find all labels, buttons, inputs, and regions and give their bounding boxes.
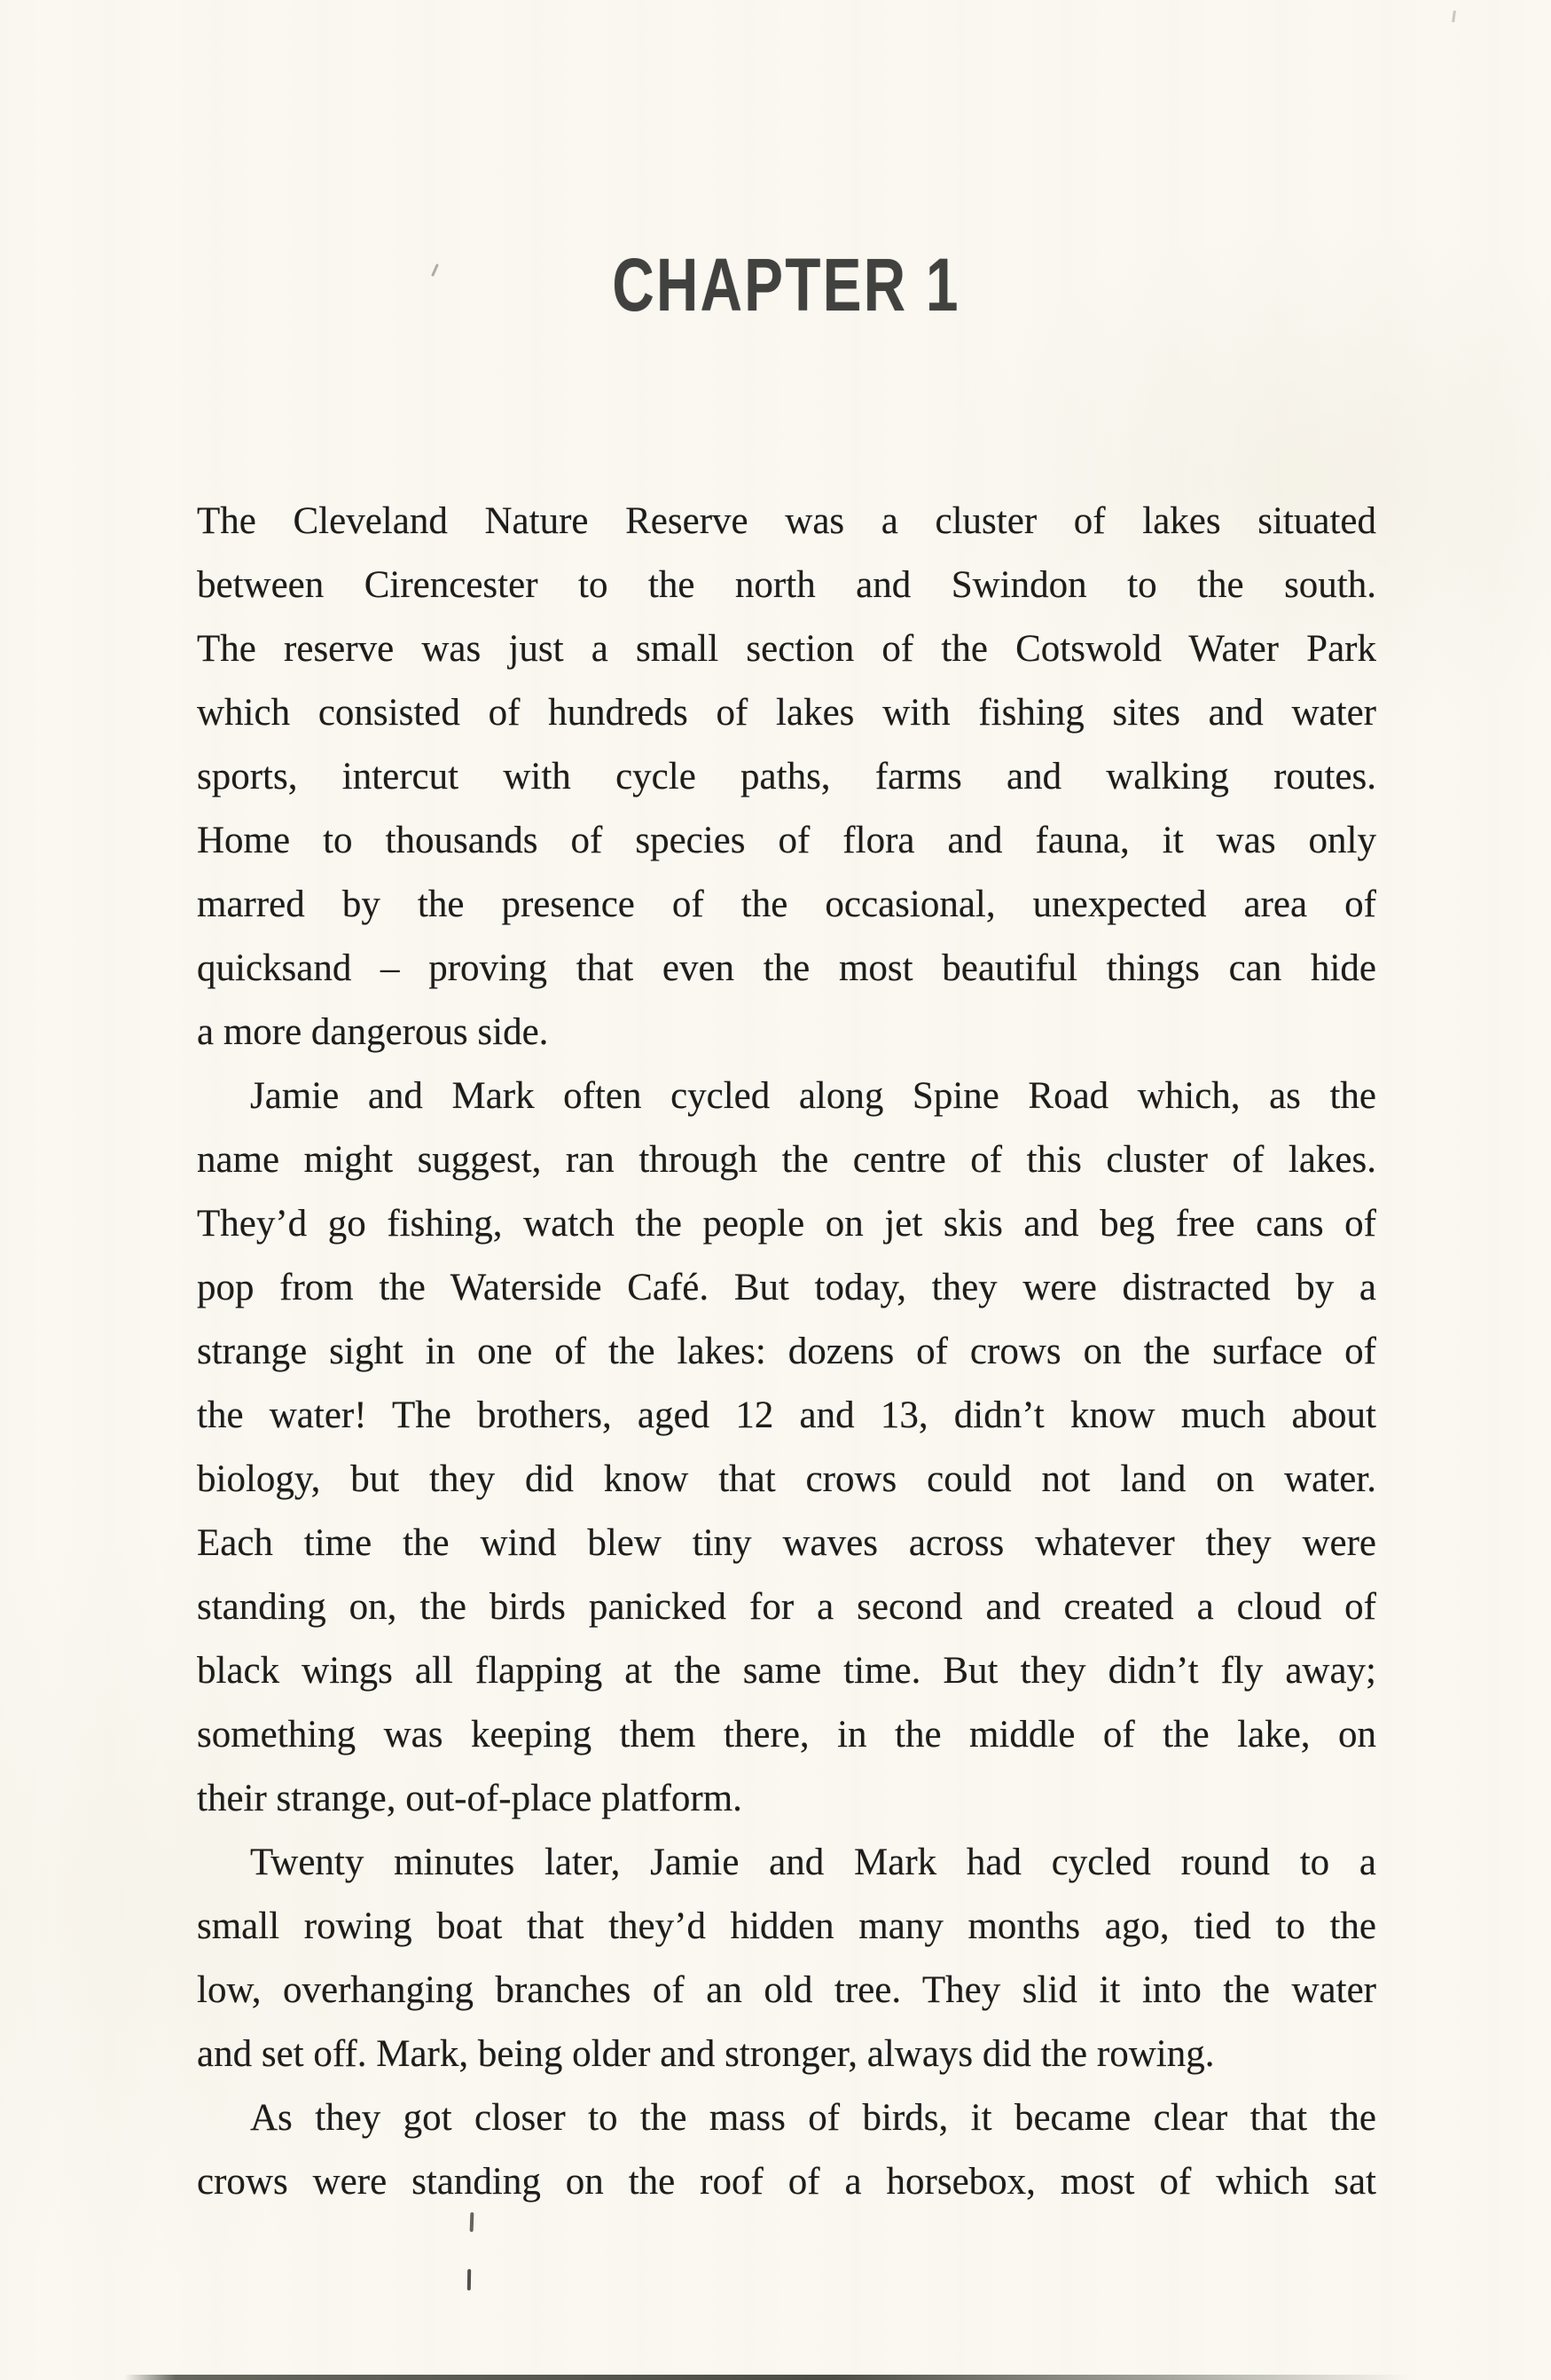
text-line: strange sight in one of the lakes: dozens of crows on the surface of bbox=[197, 1331, 1376, 1372]
scan-tick-mark bbox=[470, 2212, 474, 2232]
body-text bbox=[197, 490, 1376, 2214]
scan-corner-mark bbox=[1452, 11, 1456, 22]
text-line: Home to thousands of species of flora and fauna, it was only bbox=[197, 820, 1376, 861]
text-line: As they got closer to the mass of birds, it became clear that the bbox=[250, 2097, 1376, 2139]
text-line: something was keeping them there, in the middle of the lake, on bbox=[197, 1714, 1376, 1756]
text-line: Jamie and Mark often cycled along Spine Road which, as the bbox=[250, 1075, 1376, 1117]
text-line: The reserve was just a small section of the Cotswold Water Park bbox=[197, 628, 1376, 670]
text-line: small rowing boat that they’d hidden many months ago, tied to the bbox=[197, 1905, 1376, 1947]
text-line: between Cirencester to the north and Swindon to the south. bbox=[197, 564, 1376, 606]
text-line: crows were standing on the roof of a horsebox, most of which sat bbox=[197, 2161, 1376, 2203]
text-line: a more dangerous side. bbox=[197, 1011, 549, 1053]
text-line: black wings all flapping at the same time. But they didn’t fly away; bbox=[197, 1650, 1376, 1692]
text-line: marred by the presence of the occasional, unexpected area of bbox=[197, 884, 1376, 925]
text-line: name might suggest, ran through the centre of this cluster of lakes. bbox=[197, 1139, 1376, 1181]
text-line: standing on, the birds panicked for a second and created a cloud of bbox=[197, 1586, 1376, 1628]
text-line: The Cleveland Nature Reserve was a cluster of lakes situated bbox=[197, 500, 1376, 542]
scan-tick-mark bbox=[467, 2269, 471, 2290]
text-line: Each time the wind blew tiny waves across whatever they were bbox=[197, 1522, 1376, 1564]
text-line: the water! The brothers, aged 12 and 13, didn’t know much about bbox=[197, 1394, 1376, 1436]
text-line: Twenty minutes later, Jamie and Mark had cycled round to a bbox=[250, 1842, 1376, 1883]
chapter-heading bbox=[197, 238, 1376, 357]
text-line: which consisted of hundreds of lakes with fishing sites and water bbox=[197, 692, 1376, 734]
text-line: pop from the Waterside Café. But today, they were distracted by a bbox=[197, 1267, 1376, 1308]
text-line: and set off. Mark, being older and stronger, always did the rowing. bbox=[197, 2033, 1215, 2075]
text-line: biology, but they did know that crows could not land on water. bbox=[197, 1458, 1376, 1500]
text-line: low, overhanging branches of an old tree. They slid it into the water bbox=[197, 1969, 1376, 2011]
page-bottom-edge-shadow bbox=[124, 2375, 1410, 2380]
text-line: sports, intercut with cycle paths, farms and walking routes. bbox=[197, 756, 1376, 797]
text-line: their strange, out-of-place platform. bbox=[197, 1778, 742, 1819]
text-line: quicksand – proving that even the most beautiful things can hide bbox=[197, 947, 1376, 989]
text-line: They’d go fishing, watch the people on jet skis and beg free cans of bbox=[197, 1203, 1376, 1245]
chapter-heading-text: CHAPTER 1 bbox=[612, 243, 961, 326]
